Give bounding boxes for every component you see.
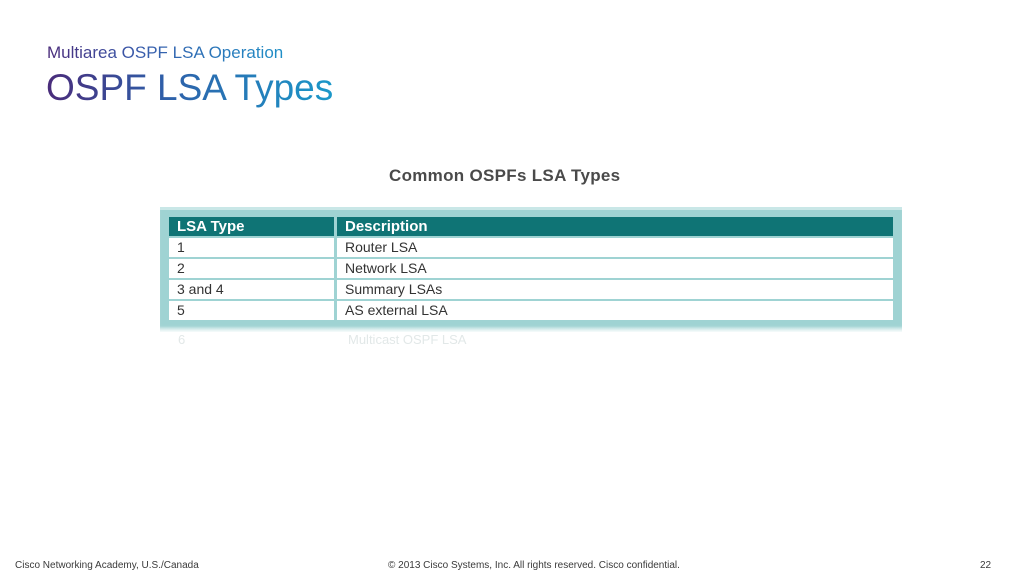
lsa-table-frame	[160, 207, 902, 332]
cell-lsa-type: 1	[169, 238, 334, 257]
faded-cell-description: Multicast OSPF LSA	[348, 332, 467, 347]
faded-cut-off-row	[178, 332, 467, 347]
table-row	[169, 280, 893, 299]
cell-description: Network LSA	[337, 259, 893, 278]
cell-description: AS external LSA	[337, 301, 893, 320]
table-caption: Common OSPFs LSA Types	[389, 166, 621, 185]
table-row	[169, 301, 893, 320]
cell-description: Summary LSAs	[337, 280, 893, 299]
cell-lsa-type: 3 and 4	[169, 280, 334, 299]
table-header-row	[169, 217, 893, 236]
cell-lsa-type: 5	[169, 301, 334, 320]
footer-page-number: 22	[980, 560, 992, 571]
slide-subtitle: Multiarea OSPF LSA Operation	[47, 43, 284, 62]
column-header-description: Description	[337, 217, 893, 236]
footer-copyright: © 2013 Cisco Systems, Inc. All rights reserved. Cisco confidential.	[388, 560, 680, 571]
cell-description: Router LSA	[337, 238, 893, 257]
table-row	[169, 238, 893, 257]
faded-cell-lsa-type: 6	[178, 332, 186, 347]
cell-lsa-type: 2	[169, 259, 334, 278]
footer-academy: Cisco Networking Academy, U.S./Canada	[15, 560, 199, 571]
slide-title: OSPF LSA Types	[46, 67, 334, 108]
column-header-lsa-type: LSA Type	[169, 217, 334, 236]
table-row	[169, 259, 893, 278]
lsa-types-table	[166, 215, 896, 322]
